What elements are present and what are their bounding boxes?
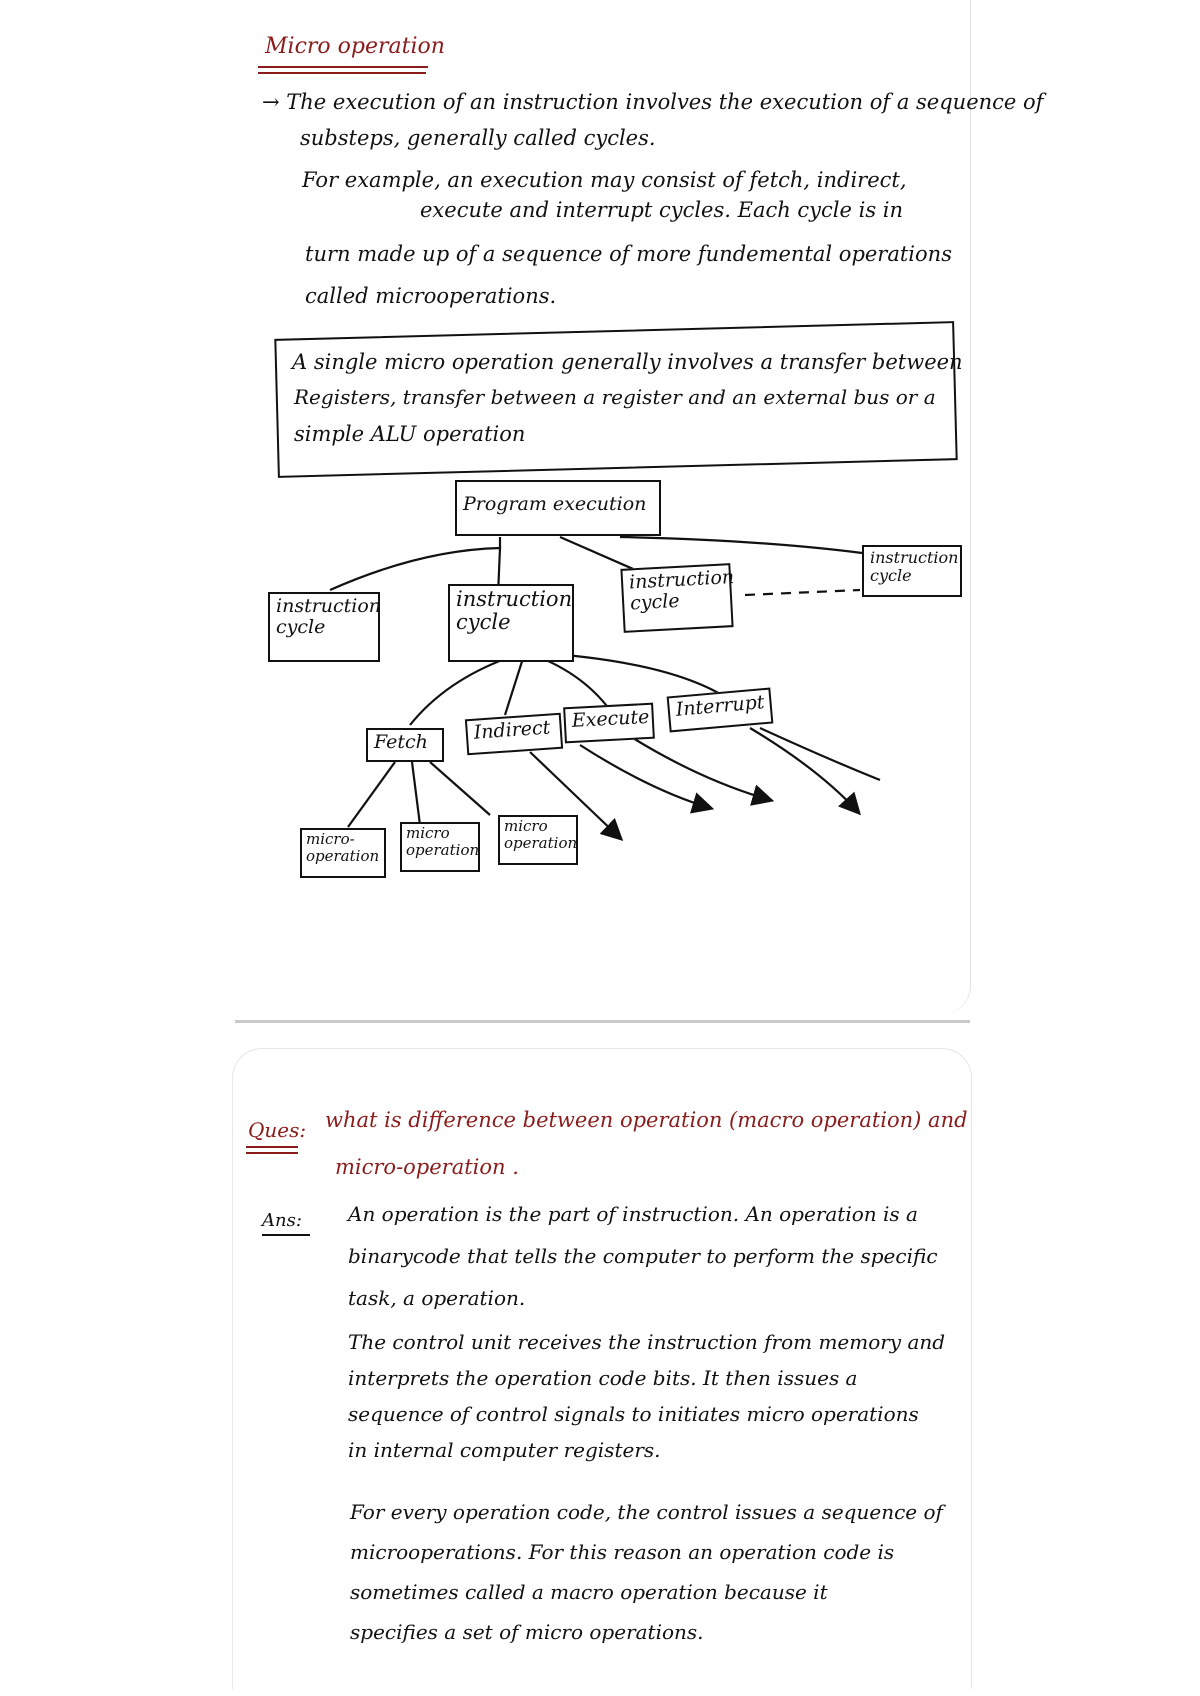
node-instruction-cycle-1: instruction cycle	[268, 592, 380, 662]
para2-line4: called microoperations.	[305, 284, 557, 308]
node-fetch: Fetch	[366, 728, 444, 762]
ans-p3-line2: microoperations. For this reason an operation code is	[350, 1540, 895, 1564]
boxed-line3: simple ALU operation	[294, 422, 526, 446]
node-micro-operation-3: micro operation	[498, 815, 578, 865]
node-instruction-cycle-4: instruction cycle	[862, 545, 962, 597]
ques-line2: micro-operation .	[335, 1155, 519, 1179]
node-instruction-cycle-2: instruction cycle	[448, 584, 574, 662]
para1-line1: → The execution of an instruction involves the execution of a sequence of	[262, 90, 1044, 114]
page-separator	[235, 1020, 970, 1023]
node-execute: Execute	[563, 703, 655, 744]
node-micro-operation-2: micro operation	[400, 822, 480, 872]
page-title: Micro operation	[265, 34, 445, 59]
node-interrupt: Interrupt	[667, 688, 774, 733]
ques-label: Ques:	[248, 1118, 307, 1142]
node-instruction-cycle-3: instruction cycle	[620, 563, 733, 633]
para1-line2: substeps, generally called cycles.	[300, 126, 656, 150]
ans-p1-line2: binarycode that tells the computer to perform the specific	[348, 1244, 938, 1268]
ans-p3-line4: specifies a set of micro operations.	[350, 1620, 704, 1644]
ans-p1-line3: task, a operation.	[348, 1286, 526, 1310]
node-program-execution: Program execution	[455, 480, 661, 536]
ans-p3-line1: For every operation code, the control issues a sequence of	[350, 1500, 943, 1524]
para2-line2: execute and interrupt cycles. Each cycle is in	[420, 198, 904, 222]
node-indirect: Indirect	[465, 713, 563, 756]
ques-underline	[246, 1146, 298, 1148]
boxed-line1: A single micro operation generally involves a transfer between	[292, 350, 963, 374]
para2-line1: For example, an execution may consist of fetch, indirect,	[302, 168, 907, 192]
ques-line1: what is difference between operation (macro operation) and	[325, 1108, 968, 1132]
ans-p2-line2: interprets the operation code bits. It then issues a	[348, 1366, 858, 1390]
node-micro-operation-1: micro-operation	[300, 828, 386, 878]
ans-p2-line1: The control unit receives the instruction from memory and	[348, 1330, 946, 1354]
ans-p2-line3: sequence of control signals to initiates micro operations	[348, 1402, 919, 1426]
boxed-line2: Registers, transfer between a register and an external bus or a	[294, 385, 936, 409]
para2-line3: turn made up of a sequence of more fundemental operations	[305, 242, 952, 266]
ques-underline-2	[246, 1152, 298, 1154]
ans-p1-line1: An operation is the part of instruction. An operation is a	[348, 1202, 918, 1226]
ans-p2-line4: in internal computer registers.	[348, 1438, 661, 1462]
ans-label: Ans:	[262, 1210, 302, 1231]
ans-p3-line3: sometimes called a macro operation because it	[350, 1580, 828, 1604]
ans-underline	[262, 1234, 310, 1236]
